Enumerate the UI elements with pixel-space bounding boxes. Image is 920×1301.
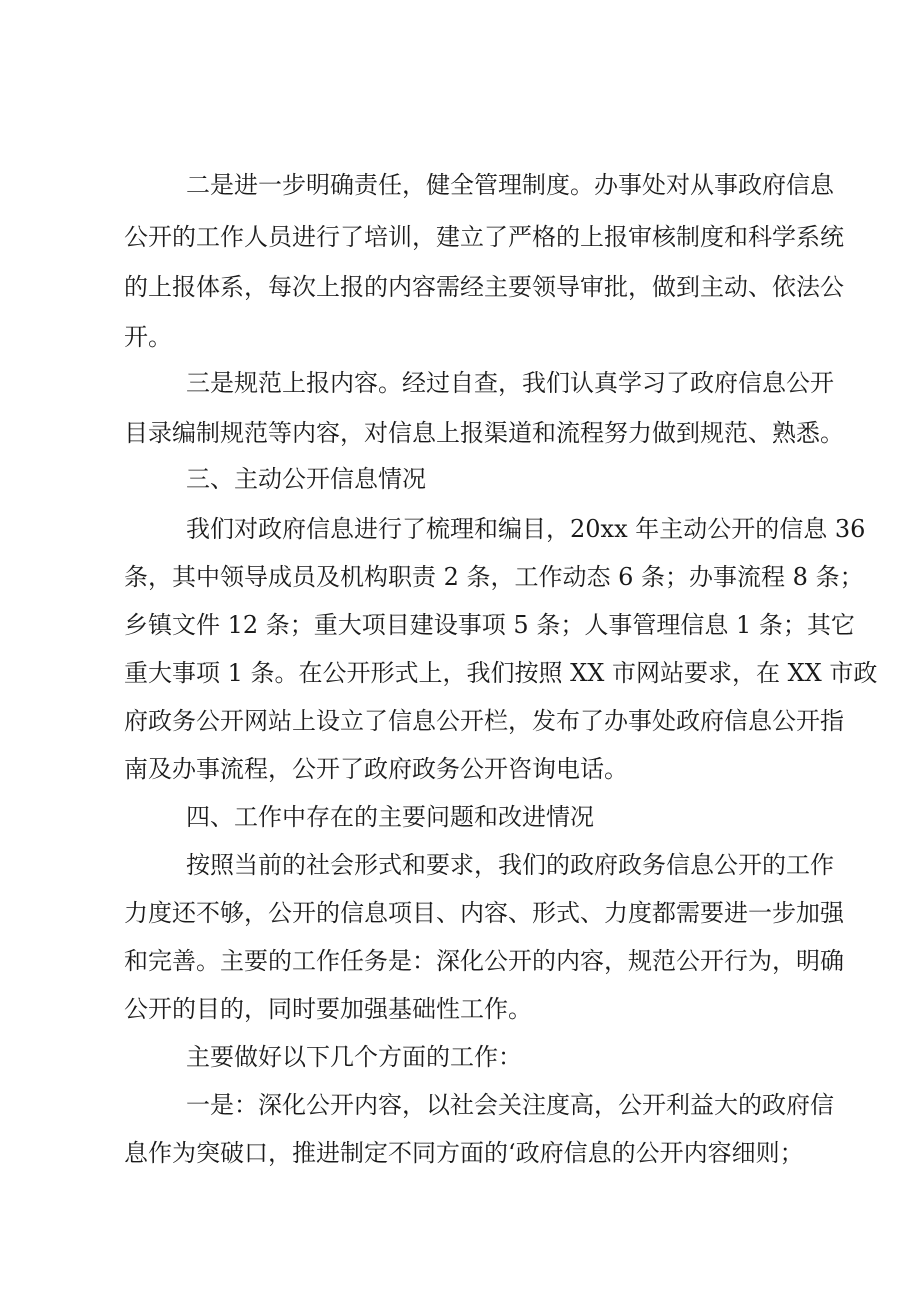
paragraph-line: 开。 (124, 323, 172, 351)
section-heading: 四、工作中存在的主要问题和改进情况 (186, 803, 594, 831)
paragraph-line: 乡镇文件 12 条；重大项目建设事项 5 条；人事管理信息 1 条；其它 (124, 611, 855, 639)
paragraph-line: 公开的工作人员进行了培训，建立了严格的上报审核制度和科学系统 (124, 223, 844, 251)
paragraph-line: 二是进一步明确责任，健全管理制度。办事处对从事政府信息 (186, 171, 834, 199)
paragraph-line: 三是规范上报内容。经过自查，我们认真学习了政府信息公开 (186, 369, 834, 397)
paragraph-line: 和完善。主要的工作任务是：深化公开的内容，规范公开行为，明确 (124, 947, 844, 975)
paragraph-line: 按照当前的社会形式和要求，我们的政府政务信息公开的工作 (186, 851, 834, 879)
paragraph-line: 目录编制规范等内容，对信息上报渠道和流程努力做到规范、熟悉。 (124, 419, 844, 447)
paragraph-line: 力度还不够，公开的信息项目、内容、形式、力度都需要进一步加强 (124, 899, 844, 927)
paragraph-line: 重大事项 1 条。在公开形式上，我们按照 XX 市网站要求，在 XX 市政 (124, 659, 878, 687)
paragraph-line: 一是：深化公开内容，以社会关注度高，公开利益大的政府信 (186, 1091, 834, 1119)
paragraph-line: 条，其中领导成员及机构职责 2 条，工作动态 6 条；办事流程 8 条； (124, 563, 864, 591)
paragraph-line: 南及办事流程，公开了政府政务公开咨询电话。 (124, 755, 628, 783)
paragraph-line: 的上报体系，每次上报的内容需经主要领导审批，做到主动、依法公 (124, 273, 844, 301)
paragraph-line: 我们对政府信息进行了梳理和编目，20xx 年主动公开的信息 36 (186, 515, 866, 543)
section-heading: 三、主动公开信息情况 (186, 465, 426, 493)
paragraph-line: 公开的目的，同时要加强基础性工作。 (124, 995, 532, 1023)
paragraph-line: 府政务公开网站上设立了信息公开栏，发布了办事处政府信息公开指 (124, 707, 844, 735)
paragraph-line: 息作为突破口，推进制定不同方面的‘政府信息的公开内容细则； (124, 1139, 804, 1167)
paragraph-line: 主要做好以下几个方面的工作： (186, 1043, 522, 1071)
